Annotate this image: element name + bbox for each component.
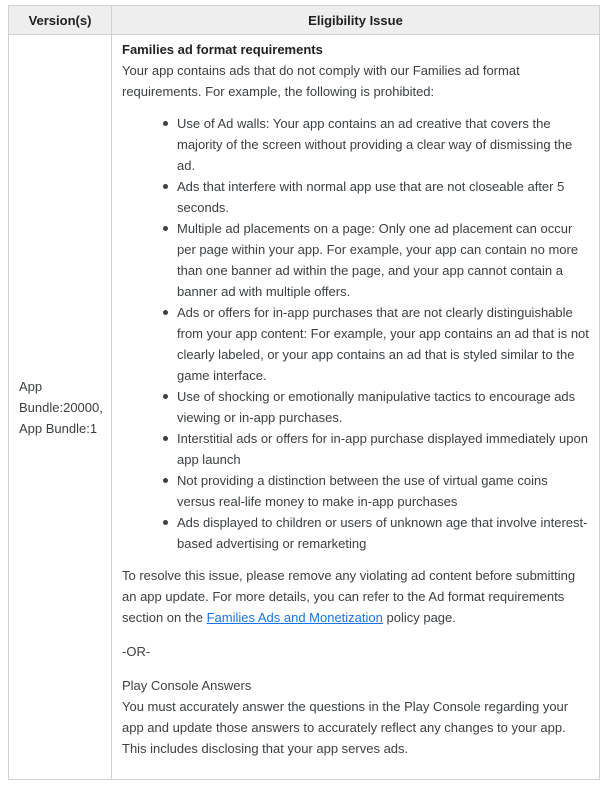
versions-column-header: Version(s) <box>9 6 112 35</box>
resolve-paragraph <box>122 565 589 628</box>
resolve-text-before: To resolve this issue, please remove any violating ad content before submitting an app update. For more details, you can refer to the Ad format requirements section on the <box>122 568 576 625</box>
list-item: Ads that interfere with normal app use that are not closeable after 5 seconds. <box>177 176 589 218</box>
list-item: Ads displayed to children or users of unknown age that involve interest-based advertising or remarketing <box>177 512 589 554</box>
prohibited-list <box>122 113 589 554</box>
list-item: Not providing a distinction between the use of virtual game coins versus real-life money to make in-app purchases <box>177 470 589 512</box>
list-item: Ads or offers for in-app purchases that are not clearly distinguishable from your app content: For example, your app contains an ad that is not clearly labeled, or your app contains an ad that is styled similar to the game interface. <box>177 302 589 386</box>
list-item: Use of shocking or emotionally manipulative tactics to encourage ads viewing or in-app purchases. <box>177 386 589 428</box>
list-item: Interstitial ads or offers for in-app purchase displayed immediately upon app launch <box>177 428 589 470</box>
versions-cell: App Bundle:20000, App Bundle:1 <box>9 35 112 780</box>
families-ads-policy-link[interactable]: Families Ads and Monetization <box>206 610 383 625</box>
issue-cell <box>112 35 600 780</box>
intro-text: Your app contains ads that do not comply with our Families ad format requirements. For example, the following is prohibited: <box>122 63 520 99</box>
answers-text: You must accurately answer the questions in the Play Console regarding your app and update those answers to accurately reflect any changes to your app. This includes disclosing that your app serves ads. <box>122 699 569 756</box>
issue-column-header: Eligibility Issue <box>112 6 600 35</box>
table-header-row <box>9 6 600 35</box>
answers-title: Play Console Answers <box>122 678 252 693</box>
resolve-text-after: policy page. <box>382 610 456 625</box>
section-title: Families ad format requirements <box>122 42 323 57</box>
or-separator: -OR- <box>122 644 151 659</box>
list-item: Use of Ad walls: Your app contains an ad creative that covers the majority of the screen without providing a clear way of dismissing the ad. <box>177 113 589 176</box>
eligibility-table <box>8 5 600 780</box>
list-item: Multiple ad placements on a page: Only one ad placement can occur per page within your app. For example, your app can contain no more than one banner ad within the page, and your app cannot contain a banner ad with multiple offers. <box>177 218 589 302</box>
table-row <box>9 35 600 780</box>
